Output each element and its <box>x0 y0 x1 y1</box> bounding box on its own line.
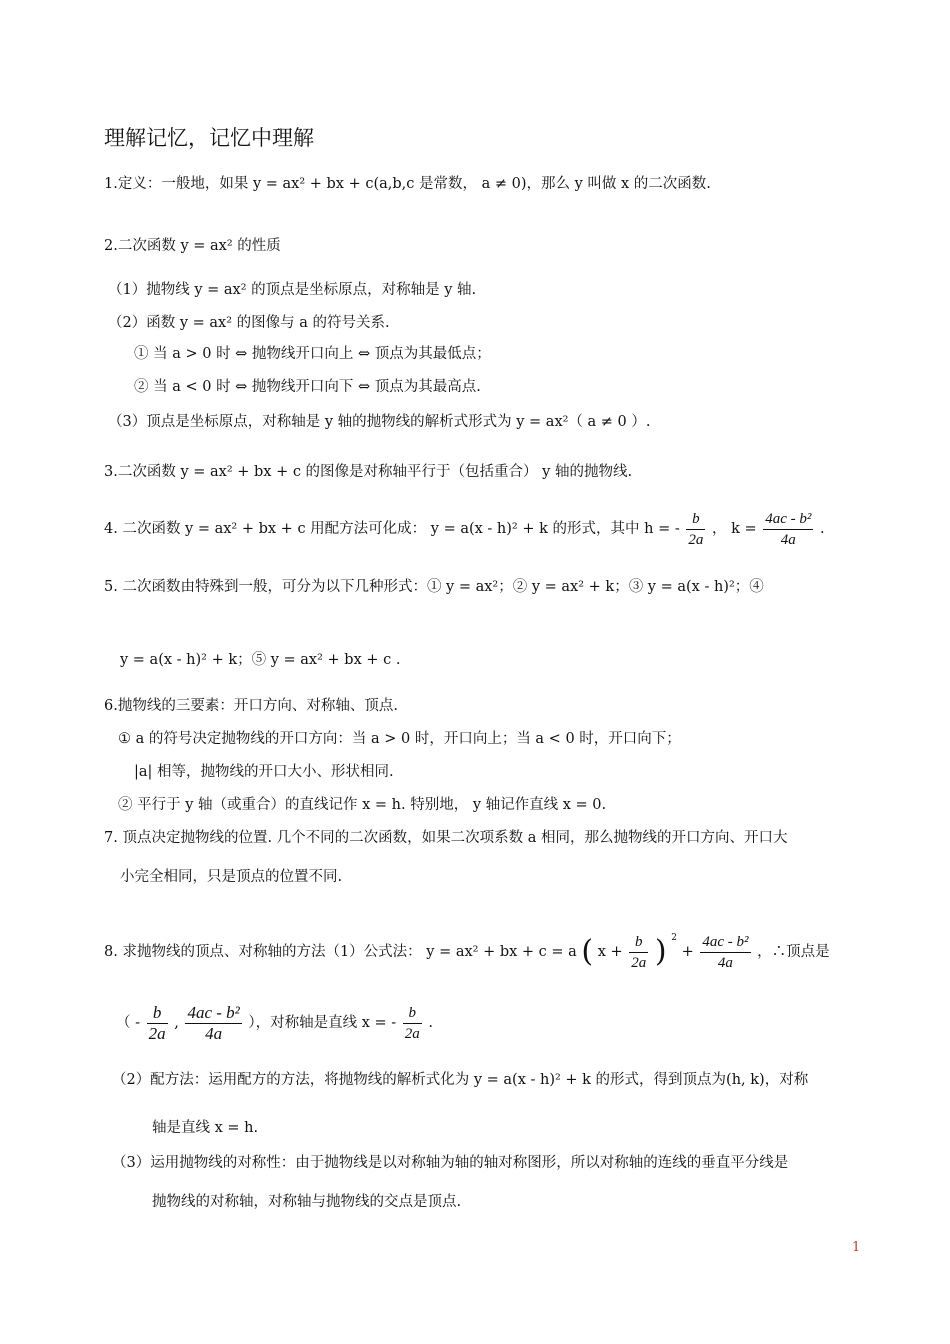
section-8-vertex-label: ，∴顶点是 <box>757 944 830 960</box>
axis-denominator: 2a <box>404 1025 420 1042</box>
axis-numerator: b <box>403 1003 422 1024</box>
vertex-line <box>116 1001 433 1045</box>
section-8-plus: + <box>681 944 694 960</box>
section-8-x-plus: x + <box>597 944 623 960</box>
method-2-line: （2）配方法：运用配方的方法，将抛物线的解析式化为 y = a(x - h)² + k 的形式，得到顶点为(h, k)，对称 <box>112 1072 809 1088</box>
vertex-coord-x-denominator: 2a <box>148 1023 166 1043</box>
property-2: （2）函数 y = ax² 的图像与 a 的符号关系. <box>108 315 390 331</box>
section-6-heading: 6.抛物线的三要素：开口方向、对称轴、顶点. <box>104 698 398 714</box>
vertex-x-denominator: 2a <box>631 954 647 971</box>
definition-line: 1.定义：一般地，如果 y = ax² + bx + c(a,b,c 是常数， a ≠ 0)，那么 y 叫做 x 的二次函数. <box>104 176 711 192</box>
vertex-coord-y-numerator: 4ac - b² <box>187 1002 240 1022</box>
vertex-open: （ - <box>116 1015 141 1031</box>
section-4-k-label: k = <box>731 521 757 537</box>
section-8-line <box>104 916 830 974</box>
vertex-coord-x-numerator: b <box>147 1003 168 1024</box>
right-paren: ) <box>654 934 667 969</box>
section-5-line: 5. 二次函数由特殊到一般，可分为以下几种形式：① y = ax²；② y = ax² + k；③ y = a(x - h)²；④ <box>104 579 764 595</box>
property-2-case-negative: ② 当 a < 0 时 ⇔ 抛物线开口向下 ⇔ 顶点为其最高点. <box>134 379 481 395</box>
vertex-x-fraction <box>629 932 648 973</box>
k-fraction-numerator: 4ac - b² <box>763 509 813 530</box>
section-4-end: . <box>819 521 825 537</box>
section-6-item-2: ② 平行于 y 轴（或重合）的直线记作 x = h. 特别地， y 轴记作直线 x = 0. <box>118 797 607 813</box>
h-fraction-denominator: 2a <box>688 531 704 548</box>
method-3-continued: 抛物线的对称轴，对称轴与抛物线的交点是顶点. <box>152 1194 462 1210</box>
method-2-continued: 轴是直线 x = h. <box>152 1120 259 1136</box>
vertex-coord-x-fraction <box>147 1003 168 1044</box>
section-6-item-1-continued: |a| 相等，抛物线的开口大小、形状相同. <box>134 764 394 780</box>
page-title: 理解记忆，记忆中理解 <box>104 126 314 150</box>
vertex-coord-y-fraction <box>185 1003 241 1044</box>
section-8-text: 8. 求抛物线的顶点、对称轴的方法（1）公式法： y = ax² + bx + c = a <box>104 944 577 960</box>
vertex-y-fraction <box>700 932 750 973</box>
vertex-y-denominator: 4a <box>717 954 733 971</box>
h-fraction <box>686 509 705 550</box>
axis-fraction <box>403 1003 422 1044</box>
section-7-continued: 小完全相同，只是顶点的位置不同. <box>120 869 343 885</box>
h-fraction-numerator: b <box>686 509 705 530</box>
vertex-coord-y-denominator: 4a <box>205 1023 223 1043</box>
section-4-line <box>104 507 825 551</box>
vertex-comma: , <box>174 1015 179 1031</box>
vertex-close: ），对称轴是直线 x = - <box>248 1015 397 1031</box>
section-3-line: 3.二次函数 y = ax² + bx + c 的图像是对称轴平行于（包括重合） y 轴的抛物线. <box>104 464 633 480</box>
k-fraction-denominator: 4a <box>780 531 796 548</box>
vertex-y-numerator: 4ac - b² <box>700 932 750 953</box>
property-1: （1）抛物线 y = ax² 的顶点是坐标原点，对称轴是 y 轴. <box>108 282 477 298</box>
section-4-text: 4. 二次函数 y = ax² + bx + c 用配方法可化成： y = a(x - h)² + k 的形式，其中 h = - <box>104 521 680 537</box>
property-3: （3）顶点是坐标原点，对称轴是 y 轴的抛物线的解析式形式为 y = ax²（ a ≠ 0 ）. <box>108 414 651 430</box>
left-paren: ( <box>581 934 594 969</box>
section-7-line: 7. 顶点决定抛物线的位置. 几个不同的二次函数，如果二次项系数 a 相同，那么抛物线的开口方向、开口大 <box>104 830 788 846</box>
k-fraction <box>763 509 813 550</box>
section-5-continued: y = a(x - h)² + k；⑤ y = ax² + bx + c . <box>120 652 401 668</box>
vertex-x-numerator: b <box>629 932 648 953</box>
page-number: 1 <box>852 1240 861 1255</box>
section-4-separator: ， <box>711 521 727 537</box>
vertex-line-end: . <box>428 1015 434 1031</box>
section-6-item-1: ① a 的符号决定抛物线的开口方向：当 a > 0 时，开口向上；当 a < 0 时，开口向下； <box>118 731 681 747</box>
method-3-line: （3）运用抛物线的对称性：由于抛物线是以对称轴为轴的轴对称图形，所以对称轴的连线的垂直平分线是 <box>112 1155 789 1171</box>
section-2-heading: 2.二次函数 y = ax² 的性质 <box>104 238 281 254</box>
square-exponent: 2 <box>671 933 677 943</box>
property-2-case-positive: ① 当 a > 0 时 ⇔ 抛物线开口向上 ⇔ 顶点为其最低点； <box>134 346 491 362</box>
